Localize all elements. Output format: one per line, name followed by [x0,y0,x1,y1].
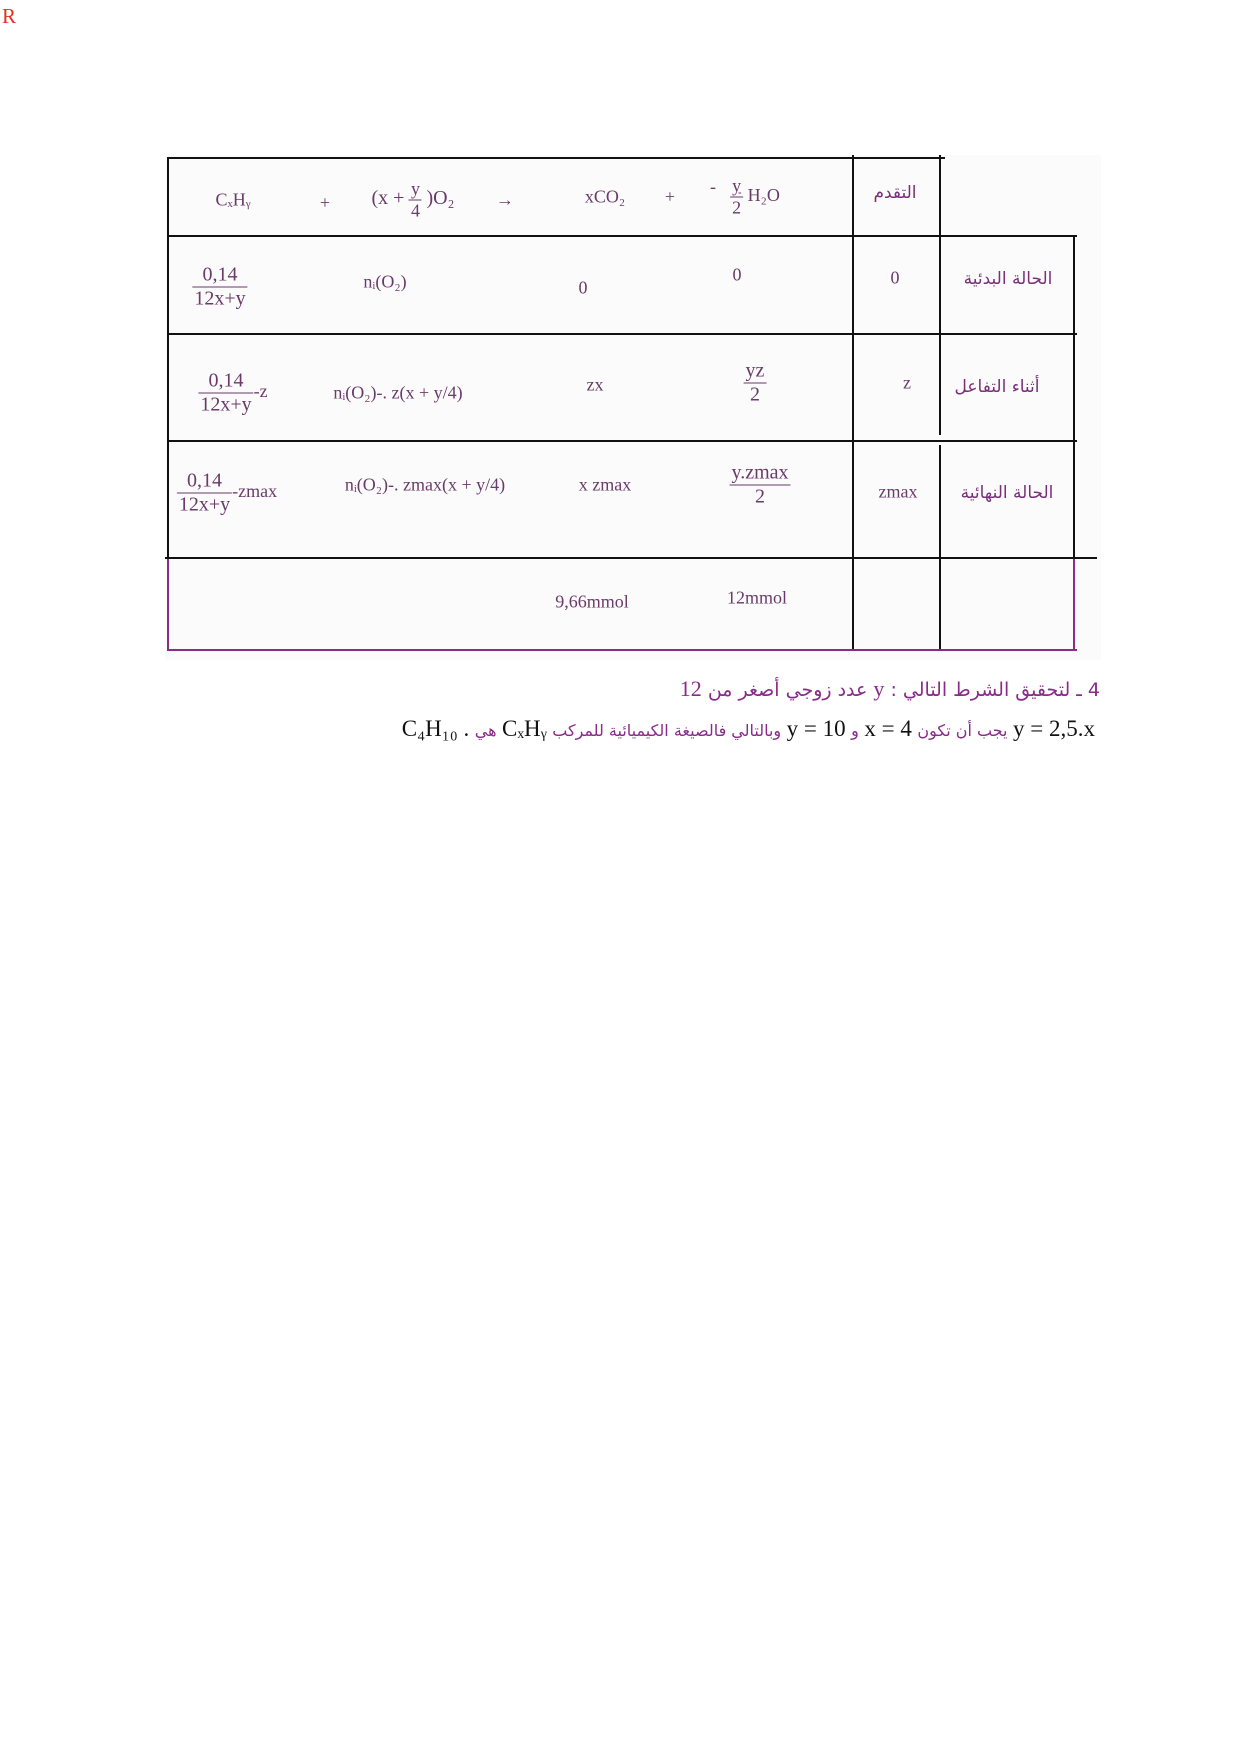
condition-line [680,676,1100,702]
row-during-advance: z [903,372,911,393]
formula-result: C₄H₁₀ . [401,716,470,741]
row-divider-4 [165,557,1097,559]
condition-number: 12 [679,676,702,701]
text-is: هي [474,721,497,740]
row-during-co2: zx [586,374,604,395]
row-initial-co2: 0 [578,277,588,298]
row-during-label: أثناء التفاعل [954,377,1040,397]
header-reactant-hydrocarbon: CₓHᵧ [215,189,251,210]
row-initial-oxygen: nᵢ(O₂) [363,271,407,292]
extra-row-water: 12mmol [726,587,788,608]
header-progress-label: التقدم [873,183,917,203]
condition-prefix: 4 ـ لتحقيق الشرط التالي : [890,679,1100,701]
condition-variable: y [873,676,885,701]
table-border-top [167,157,945,159]
extra-row-right [1073,559,1075,651]
col-divider-label [939,155,941,435]
row-final-oxygen: nᵢ(O₂)-. zmax(x + y/4) [344,474,506,495]
header-plus-2: + [664,186,676,207]
header-reactant-oxygen: (x + $\frac{y}{4}$ )O₂ [371,178,455,221]
row-during-hydrocarbon: $\frac{0,14}{12x+y}$ -z [200,369,268,416]
row-initial-label: الحالة البدئية [963,269,1053,289]
col-divider-label-lower [939,445,941,651]
conclusion-line [402,716,1095,742]
col-divider-advance [852,155,854,651]
row-initial-hydrocarbon: $\frac{0,14}{12x+y}$ [194,263,246,310]
extra-row-co2: 9,66mmol [555,591,629,612]
extra-row-bottom [167,649,1077,651]
row-final-advance: zmax [878,481,918,502]
formula-general: CₓHᵧ [502,716,547,741]
row-final-co2: x zmax [578,474,632,495]
row-final-water: $\frac{y.zmax}{2}$ [731,461,789,508]
corner-mark: R [2,4,17,28]
text-therefore: وبالتالي فالصيغة الكيميائية للمركب [552,721,782,740]
equation-y-ratio: y = 2,5.x [1013,716,1095,741]
row-during-oxygen: nᵢ(O₂)-. z(x + y/4) [333,382,463,403]
row-divider-3 [167,440,1077,442]
progress-table [165,155,1101,660]
extra-row-left [167,559,169,651]
row-final-hydrocarbon: $\frac{0,14}{12x+y}$ -zmax [178,469,278,516]
condition-rest: عدد زوجي أصغر من [707,679,868,701]
table-border-left [167,157,169,559]
header-product-co2: xCO₂ [584,186,626,207]
table-border-right [1073,235,1075,559]
header-dash: - [710,176,716,197]
text-and: و [851,721,859,740]
equation-y-value: y = 10 [786,716,846,741]
equation-x-value: x = 4 [864,716,912,741]
header-plus-1: + [319,192,331,213]
row-initial-advance: 0 [890,267,900,288]
text-must-be: يجب أن تكون [917,721,1008,740]
row-during-water: $\frac{yz}{2}$ [745,359,765,406]
header-product-water: $\frac{y}{2}$ H₂O [732,175,780,218]
row-final-label: الحالة النهائية [960,483,1054,503]
row-initial-water: 0 [732,264,742,285]
header-arrow: → [496,189,514,210]
